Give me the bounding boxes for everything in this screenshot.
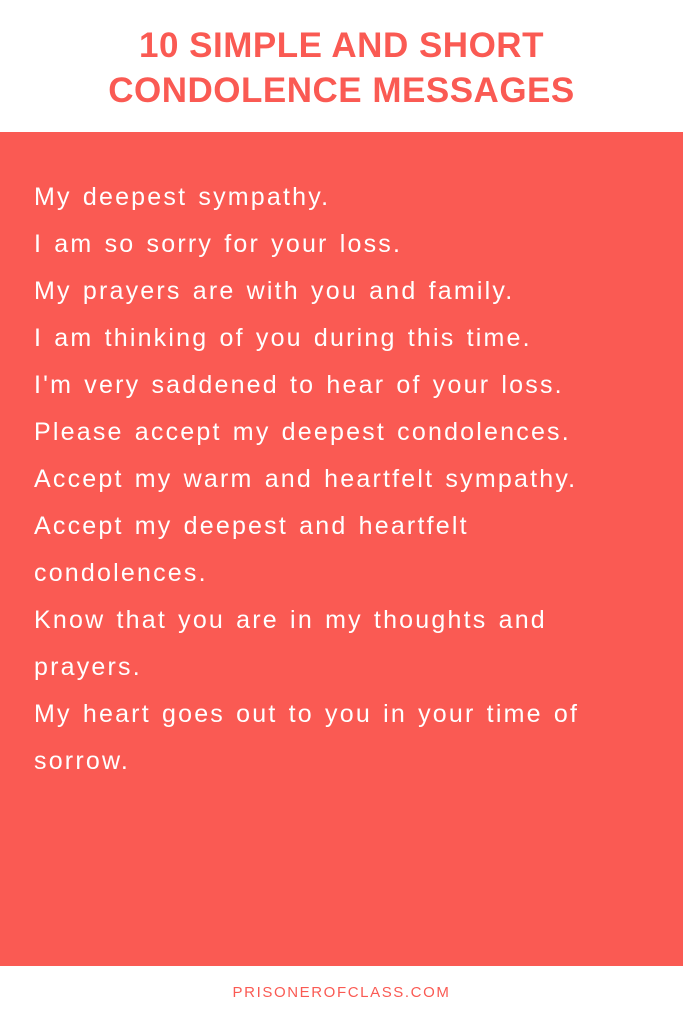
page-title: 10 SIMPLE AND SHORT CONDOLENCE MESSAGES (108, 26, 575, 110)
list-item: My deepest sympathy. (34, 182, 331, 211)
message-panel (0, 132, 683, 966)
message-list (34, 174, 649, 785)
list-item: My prayers are with you and family. (34, 276, 515, 305)
list-item: Know that you are in my thoughts and prayers. (34, 605, 547, 681)
list-item: Please accept my deepest condolences. (34, 417, 571, 446)
site-watermark: PRISONEROFCLASS.COM (232, 984, 451, 1001)
list-item: My heart goes out to you in your time of sorrow. (34, 699, 580, 775)
title-area (0, 0, 683, 132)
list-item: Accept my deepest and heartfelt condolences. (34, 511, 469, 587)
list-item: I am thinking of you during this time. (34, 323, 532, 352)
list-item: I'm very saddened to hear of your loss. (34, 370, 564, 399)
footer (0, 966, 683, 1024)
list-item: I am so sorry for your loss. (34, 229, 403, 258)
list-item: Accept my warm and heartfelt sympathy. (34, 464, 578, 493)
